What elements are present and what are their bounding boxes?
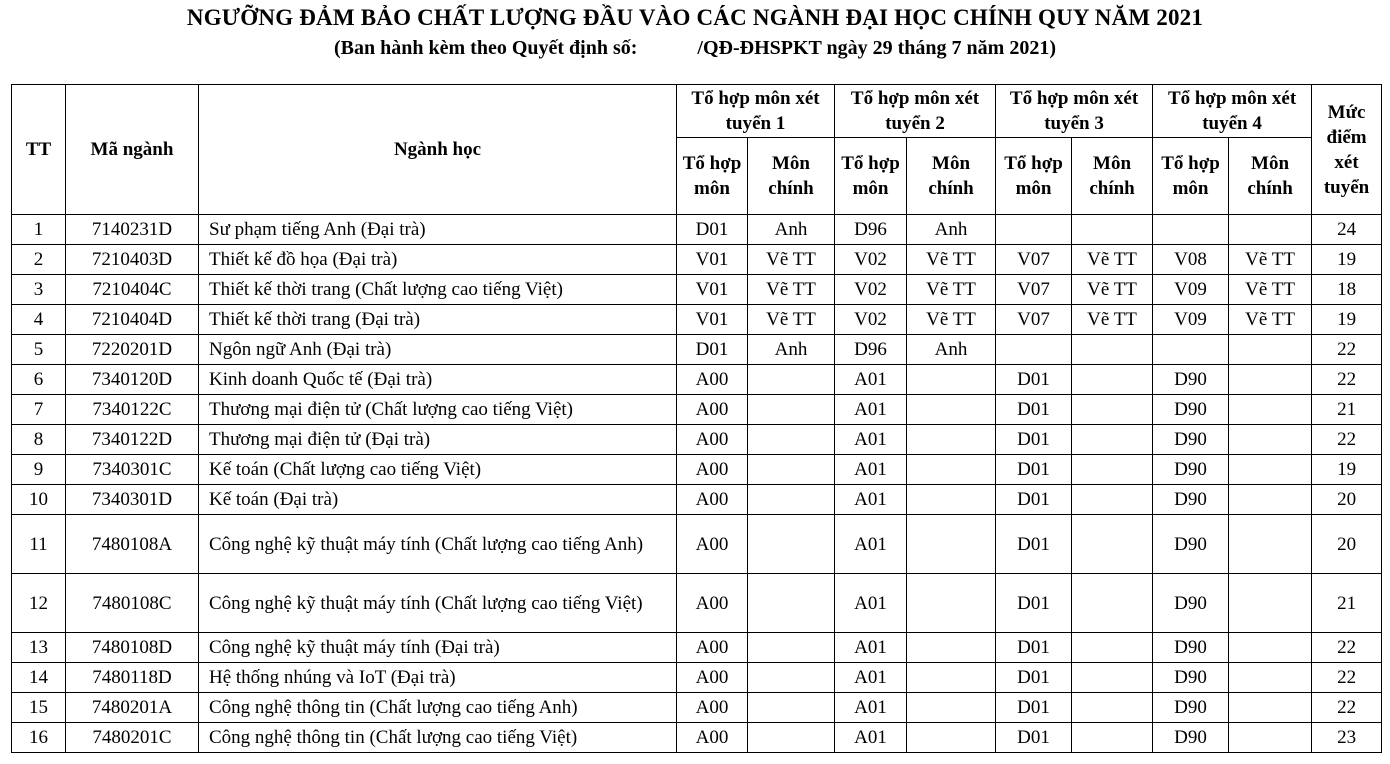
cell-main-subject-2 [907, 395, 996, 425]
cell-combo-4: D90 [1153, 485, 1229, 515]
cell-combo-3: D01 [996, 574, 1072, 633]
cell-main-subject-4 [1229, 633, 1312, 663]
cell-tt: 1 [12, 215, 66, 245]
cell-major-name: Thương mại điện tử (Chất lượng cao tiếng Việt) [199, 395, 677, 425]
cell-main-subject-2: Vẽ TT [907, 245, 996, 275]
cell-major-name: Công nghệ thông tin (Chất lượng cao tiếng Anh) [199, 693, 677, 723]
cell-major-code: 7340120D [66, 365, 199, 395]
cell-main-subject-4 [1229, 335, 1312, 365]
table-row [12, 455, 1382, 485]
cell-combo-2: A01 [835, 365, 907, 395]
cell-combo-2: A01 [835, 633, 907, 663]
table-row [12, 215, 1382, 245]
cell-score: 20 [1312, 515, 1382, 574]
cell-main-subject-3 [1072, 335, 1153, 365]
cell-major-name: Hệ thống nhúng và IoT (Đại trà) [199, 663, 677, 693]
table-row [12, 574, 1382, 633]
header-major-code: Mã ngành [66, 85, 199, 215]
cell-main-subject-2 [907, 515, 996, 574]
cell-main-subject-2: Anh [907, 215, 996, 245]
cell-combo-1: A00 [677, 574, 748, 633]
cell-major-code: 7480108A [66, 515, 199, 574]
cell-combo-1: A00 [677, 365, 748, 395]
cell-main-subject-4 [1229, 663, 1312, 693]
cell-combo-2: D96 [835, 335, 907, 365]
cell-major-name: Sư phạm tiếng Anh (Đại trà) [199, 215, 677, 245]
cell-combo-2: A01 [835, 663, 907, 693]
table-body [12, 215, 1382, 753]
cell-main-subject-1: Anh [748, 215, 835, 245]
cell-combo-4: D90 [1153, 425, 1229, 455]
cell-score: 19 [1312, 455, 1382, 485]
cell-score: 19 [1312, 245, 1382, 275]
cell-main-subject-3 [1072, 455, 1153, 485]
document-subtitle: (Ban hành kèm theo Quyết định số: /QĐ-ĐHSPKT ngày 29 tháng 7 năm 2021) [334, 37, 1056, 59]
cell-major-name: Kế toán (Chất lượng cao tiếng Việt) [199, 455, 677, 485]
table-row [12, 663, 1382, 693]
cell-combo-3: D01 [996, 365, 1072, 395]
cell-score: 22 [1312, 693, 1382, 723]
cell-combo-2: A01 [835, 455, 907, 485]
header-group-3: Tổ hợp môn xét tuyển 3 [996, 85, 1153, 138]
cell-combo-3 [996, 215, 1072, 245]
cell-main-subject-2 [907, 365, 996, 395]
cell-combo-4: V09 [1153, 275, 1229, 305]
cell-tt: 5 [12, 335, 66, 365]
cell-main-subject-2 [907, 455, 996, 485]
cell-combo-3: D01 [996, 485, 1072, 515]
table-row [12, 335, 1382, 365]
cell-main-subject-3: Vẽ TT [1072, 305, 1153, 335]
cell-tt: 12 [12, 574, 66, 633]
cell-combo-2: V02 [835, 245, 907, 275]
cell-tt: 10 [12, 485, 66, 515]
header-combo-2: Tổ hợp môn [835, 138, 907, 215]
table-row [12, 633, 1382, 663]
cell-major-name: Kinh doanh Quốc tế (Đại trà) [199, 365, 677, 395]
cell-major-name: Thiết kế thời trang (Chất lượng cao tiếng Việt) [199, 275, 677, 305]
cell-major-code: 7480108C [66, 574, 199, 633]
cell-combo-4: D90 [1153, 365, 1229, 395]
cell-score: 21 [1312, 395, 1382, 425]
cell-major-code: 7140231D [66, 215, 199, 245]
cell-main-subject-4 [1229, 455, 1312, 485]
cell-combo-2: A01 [835, 395, 907, 425]
cell-combo-3: D01 [996, 425, 1072, 455]
cell-main-subject-1 [748, 633, 835, 663]
cell-major-code: 7480201A [66, 693, 199, 723]
cell-combo-2: A01 [835, 485, 907, 515]
cell-combo-1: A00 [677, 723, 748, 753]
cell-major-name: Công nghệ kỹ thuật máy tính (Chất lượng cao tiếng Việt) [199, 574, 677, 633]
table-row [12, 425, 1382, 455]
cell-main-subject-1 [748, 425, 835, 455]
table-row [12, 723, 1382, 753]
cell-main-subject-4 [1229, 485, 1312, 515]
cell-combo-2: D96 [835, 215, 907, 245]
cell-main-subject-2 [907, 693, 996, 723]
cell-main-subject-3 [1072, 365, 1153, 395]
cell-combo-3 [996, 335, 1072, 365]
cell-major-code: 7480108D [66, 633, 199, 663]
cell-major-code: 7480118D [66, 663, 199, 693]
cell-main-subject-1 [748, 663, 835, 693]
header-score: Mức điểm xét tuyển [1312, 85, 1382, 215]
cell-main-subject-1 [748, 365, 835, 395]
cell-main-subject-2: Anh [907, 335, 996, 365]
cell-combo-3: V07 [996, 275, 1072, 305]
cell-major-name: Công nghệ kỹ thuật máy tính (Chất lượng cao tiếng Anh) [199, 515, 677, 574]
cell-main-subject-3 [1072, 425, 1153, 455]
cell-combo-4: D90 [1153, 723, 1229, 753]
cell-combo-1: A00 [677, 515, 748, 574]
cell-score: 19 [1312, 305, 1382, 335]
cell-combo-1: D01 [677, 335, 748, 365]
cell-combo-2: A01 [835, 574, 907, 633]
cell-combo-3: D01 [996, 455, 1072, 485]
cell-combo-1: A00 [677, 693, 748, 723]
cell-combo-3: D01 [996, 663, 1072, 693]
cell-combo-3: D01 [996, 515, 1072, 574]
cell-main-subject-1 [748, 485, 835, 515]
cell-major-code: 7340122C [66, 395, 199, 425]
cell-tt: 9 [12, 455, 66, 485]
cell-combo-1: V01 [677, 245, 748, 275]
cell-combo-3: V07 [996, 245, 1072, 275]
cell-main-subject-4 [1229, 723, 1312, 753]
cell-main-subject-2 [907, 485, 996, 515]
header-combo-3: Tổ hợp môn [996, 138, 1072, 215]
header-main-3: Môn chính [1072, 138, 1153, 215]
cell-main-subject-1 [748, 723, 835, 753]
cell-main-subject-2 [907, 425, 996, 455]
header-group-1: Tổ hợp môn xét tuyển 1 [677, 85, 835, 138]
cell-combo-1: D01 [677, 215, 748, 245]
table-row [12, 395, 1382, 425]
cell-main-subject-3 [1072, 693, 1153, 723]
cell-main-subject-3 [1072, 215, 1153, 245]
cell-main-subject-4 [1229, 425, 1312, 455]
table-row [12, 275, 1382, 305]
cell-main-subject-4 [1229, 693, 1312, 723]
cell-major-name: Công nghệ thông tin (Chất lượng cao tiếng Việt) [199, 723, 677, 753]
cell-main-subject-4 [1229, 395, 1312, 425]
cell-combo-2: A01 [835, 723, 907, 753]
cell-combo-2: V02 [835, 275, 907, 305]
cell-combo-4 [1153, 215, 1229, 245]
cell-score: 24 [1312, 215, 1382, 245]
cell-main-subject-1 [748, 395, 835, 425]
cell-main-subject-1 [748, 515, 835, 574]
cell-main-subject-4 [1229, 365, 1312, 395]
cell-combo-4: D90 [1153, 633, 1229, 663]
cell-combo-1: A00 [677, 485, 748, 515]
table-row [12, 245, 1382, 275]
cell-combo-1: A00 [677, 455, 748, 485]
header-main-1: Môn chính [748, 138, 835, 215]
cell-score: 22 [1312, 335, 1382, 365]
cell-major-code: 7340122D [66, 425, 199, 455]
cell-combo-4: V09 [1153, 305, 1229, 335]
cell-main-subject-3 [1072, 574, 1153, 633]
cell-combo-4 [1153, 335, 1229, 365]
table-row [12, 305, 1382, 335]
cell-major-name: Thương mại điện tử (Đại trà) [199, 425, 677, 455]
cell-combo-3: V07 [996, 305, 1072, 335]
cell-tt: 6 [12, 365, 66, 395]
cell-main-subject-4 [1229, 574, 1312, 633]
cell-combo-1: A00 [677, 633, 748, 663]
cell-major-name: Ngôn ngữ Anh (Đại trà) [199, 335, 677, 365]
cell-main-subject-4: Vẽ TT [1229, 275, 1312, 305]
cell-combo-4: D90 [1153, 455, 1229, 485]
cell-main-subject-4: Vẽ TT [1229, 305, 1312, 335]
cell-tt: 15 [12, 693, 66, 723]
cell-major-name: Thiết kế đồ họa (Đại trà) [199, 245, 677, 275]
cell-score: 22 [1312, 425, 1382, 455]
cell-main-subject-1: Vẽ TT [748, 305, 835, 335]
table-row [12, 485, 1382, 515]
cell-tt: 14 [12, 663, 66, 693]
cell-main-subject-3 [1072, 515, 1153, 574]
cell-major-name: Thiết kế thời trang (Đại trà) [199, 305, 677, 335]
cell-major-code: 7210403D [66, 245, 199, 275]
cell-main-subject-2: Vẽ TT [907, 305, 996, 335]
cell-combo-3: D01 [996, 723, 1072, 753]
cell-main-subject-1 [748, 455, 835, 485]
cell-main-subject-4 [1229, 515, 1312, 574]
cell-major-code: 7220201D [66, 335, 199, 365]
cell-tt: 16 [12, 723, 66, 753]
cell-combo-2: A01 [835, 693, 907, 723]
cell-combo-1: A00 [677, 425, 748, 455]
cell-main-subject-3: Vẽ TT [1072, 275, 1153, 305]
cell-main-subject-3 [1072, 723, 1153, 753]
cell-combo-2: A01 [835, 515, 907, 574]
cell-tt: 3 [12, 275, 66, 305]
cell-score: 21 [1312, 574, 1382, 633]
cell-main-subject-1: Vẽ TT [748, 245, 835, 275]
cell-tt: 7 [12, 395, 66, 425]
cell-tt: 2 [12, 245, 66, 275]
cell-main-subject-2 [907, 574, 996, 633]
cell-main-subject-3: Vẽ TT [1072, 245, 1153, 275]
cell-main-subject-2 [907, 723, 996, 753]
cell-major-code: 7340301D [66, 485, 199, 515]
document-title: NGƯỠNG ĐẢM BẢO CHẤT LƯỢNG ĐẦU VÀO CÁC NGÀNH ĐẠI HỌC CHÍNH QUY NĂM 2021 [186, 5, 1204, 30]
header-combo-4: Tổ hợp môn [1153, 138, 1229, 215]
cell-main-subject-1: Vẽ TT [748, 275, 835, 305]
cell-main-subject-1: Anh [748, 335, 835, 365]
cell-combo-3: D01 [996, 633, 1072, 663]
cell-score: 18 [1312, 275, 1382, 305]
cell-main-subject-3 [1072, 663, 1153, 693]
header-main-2: Môn chính [907, 138, 996, 215]
cell-combo-4: V08 [1153, 245, 1229, 275]
table-row [12, 365, 1382, 395]
cell-major-code: 7210404C [66, 275, 199, 305]
cell-combo-4: D90 [1153, 693, 1229, 723]
table-row [12, 693, 1382, 723]
cell-score: 22 [1312, 365, 1382, 395]
cell-main-subject-1 [748, 693, 835, 723]
cell-major-code: 7340301C [66, 455, 199, 485]
table-row [12, 515, 1382, 574]
header-major-name: Ngành học [199, 85, 677, 215]
cell-combo-1: A00 [677, 395, 748, 425]
cell-major-name: Kế toán (Đại trà) [199, 485, 677, 515]
cell-main-subject-1 [748, 574, 835, 633]
admission-threshold-table [11, 84, 1382, 753]
cell-major-code: 7480201C [66, 723, 199, 753]
cell-tt: 11 [12, 515, 66, 574]
cell-tt: 13 [12, 633, 66, 663]
cell-score: 22 [1312, 663, 1382, 693]
cell-combo-4: D90 [1153, 574, 1229, 633]
cell-score: 22 [1312, 633, 1382, 663]
cell-combo-1: A00 [677, 663, 748, 693]
cell-major-name: Công nghệ kỹ thuật máy tính (Đại trà) [199, 633, 677, 663]
cell-combo-3: D01 [996, 395, 1072, 425]
cell-major-code: 7210404D [66, 305, 199, 335]
cell-main-subject-4 [1229, 215, 1312, 245]
cell-main-subject-3 [1072, 485, 1153, 515]
cell-main-subject-3 [1072, 395, 1153, 425]
cell-main-subject-2: Vẽ TT [907, 275, 996, 305]
cell-combo-3: D01 [996, 693, 1072, 723]
cell-tt: 8 [12, 425, 66, 455]
cell-combo-4: D90 [1153, 663, 1229, 693]
cell-combo-1: V01 [677, 305, 748, 335]
cell-main-subject-4: Vẽ TT [1229, 245, 1312, 275]
cell-combo-4: D90 [1153, 515, 1229, 574]
cell-main-subject-2 [907, 663, 996, 693]
header-group-4: Tổ hợp môn xét tuyển 4 [1153, 85, 1312, 138]
cell-combo-2: V02 [835, 305, 907, 335]
cell-main-subject-2 [907, 633, 996, 663]
cell-score: 23 [1312, 723, 1382, 753]
cell-combo-1: V01 [677, 275, 748, 305]
header-group-2: Tổ hợp môn xét tuyển 2 [835, 85, 996, 138]
header-combo-1: Tổ hợp môn [677, 138, 748, 215]
cell-score: 20 [1312, 485, 1382, 515]
cell-combo-2: A01 [835, 425, 907, 455]
cell-combo-4: D90 [1153, 395, 1229, 425]
header-main-4: Môn chính [1229, 138, 1312, 215]
cell-main-subject-3 [1072, 633, 1153, 663]
cell-tt: 4 [12, 305, 66, 335]
header-tt: TT [12, 85, 66, 215]
